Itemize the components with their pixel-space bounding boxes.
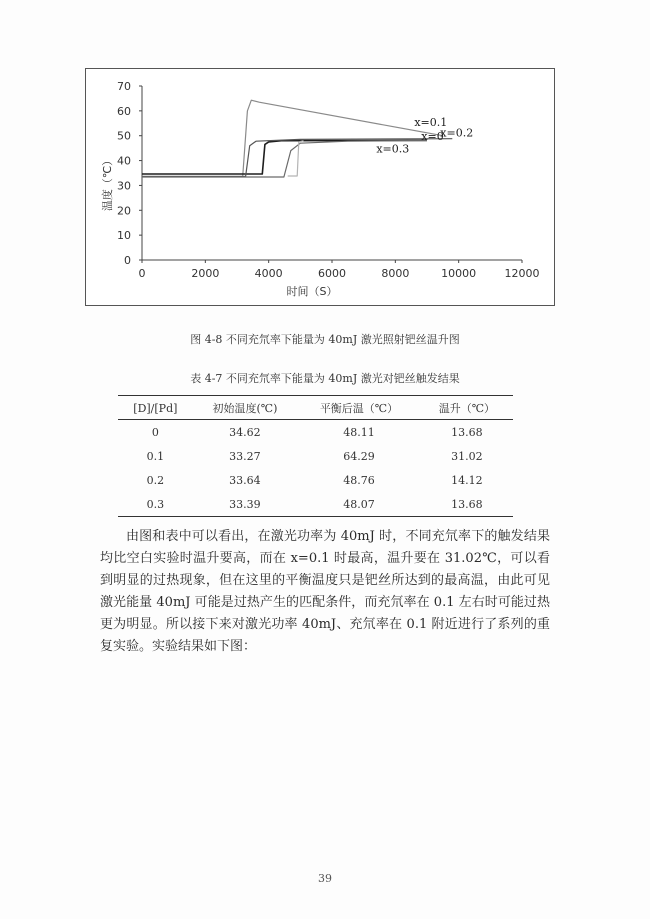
table-header-temp-rise: 温升（℃） bbox=[421, 396, 513, 420]
table-cell: 33.39 bbox=[193, 492, 297, 517]
y-tick-label: 30 bbox=[117, 179, 131, 193]
y-tick-label: 40 bbox=[117, 154, 131, 168]
y-tick-label: 10 bbox=[117, 229, 131, 243]
series-annotation: x=0.3 bbox=[376, 142, 410, 156]
table-cell: 34.62 bbox=[229, 426, 261, 439]
table-cell: 13.68 bbox=[451, 426, 483, 439]
series-annotation: x=0.2 bbox=[440, 126, 474, 140]
page-number: 39 bbox=[318, 872, 332, 885]
table-cell: 0.2 bbox=[146, 474, 165, 487]
x-tick-label: 4000 bbox=[254, 267, 283, 280]
paragraph-text: 由图和表中可以看出，在激光功率为 40mJ 时，不同充氘率下的触发结果均比空白实验时温升要高，而在 x=0.1 时最高，温升要在 31.02℃，可以看到明显的过热现象，但在这里的平衡温度只是钯丝所达到的最高温，由此可见激光能量 40mJ 可能是过热产生的匹配条件，而充氘率在 0.1 左右时可能过热更为明显。所以接下来对激光功率 40mJ、充氘率在 0.1 附近进行了系列的重复实验。实验结果如下图： bbox=[100, 529, 550, 654]
x-axis-label: 时间（S） bbox=[286, 285, 338, 298]
table-row bbox=[118, 468, 513, 492]
table-cell: 48.07 bbox=[297, 492, 421, 517]
y-tick-label: 0 bbox=[124, 254, 131, 267]
table-row bbox=[118, 420, 513, 445]
table-header-initial-temp: 初始温度(℃) bbox=[193, 396, 297, 420]
y-tick-label: 70 bbox=[117, 80, 131, 93]
body-paragraph bbox=[100, 526, 550, 658]
table-row bbox=[118, 492, 513, 517]
x-tick-label: 12000 bbox=[504, 267, 540, 280]
y-axis-label: 温度（℃） bbox=[101, 154, 114, 212]
y-tick-label: 20 bbox=[117, 204, 131, 218]
table-cell: 48.76 bbox=[343, 474, 375, 487]
table-cell: 0.1 bbox=[146, 450, 165, 463]
x-tick-label: 10000 bbox=[441, 267, 477, 280]
y-tick-label: 60 bbox=[117, 104, 131, 118]
figure-caption: 图 4-8 不同充氘率下能量为 40mJ 激光照射钯丝温升图 bbox=[190, 333, 460, 346]
x-tick-label: 2000 bbox=[191, 267, 220, 280]
x-tick-label: 8000 bbox=[381, 267, 410, 280]
series-line-x01 bbox=[142, 100, 443, 176]
table-cell: 31.02 bbox=[451, 450, 483, 463]
table-cell: 33.27 bbox=[229, 450, 261, 463]
table-caption: 表 4-7 不同充氘率下能量为 40mJ 激光对钯丝触发结果 bbox=[190, 372, 460, 385]
y-tick-label: 50 bbox=[117, 129, 131, 143]
result-table bbox=[118, 395, 513, 517]
series-annotation: x=0.1 bbox=[414, 115, 448, 129]
table-cell: 48.11 bbox=[343, 426, 375, 439]
x-tick-label: 0 bbox=[138, 267, 146, 280]
temperature-rise-chart bbox=[85, 68, 555, 306]
table-header-row bbox=[118, 396, 513, 420]
table-cell: 0.3 bbox=[118, 492, 193, 517]
table-header-equilibrium-temp: 平衡后温（℃） bbox=[297, 396, 421, 420]
table-cell: 13.68 bbox=[421, 492, 513, 517]
table-cell: 0 bbox=[151, 426, 159, 439]
table-cell: 64.29 bbox=[343, 450, 375, 463]
table-cell: 33.64 bbox=[229, 474, 261, 487]
series-line-baseline bbox=[288, 141, 304, 176]
x-tick-label: 6000 bbox=[318, 267, 346, 280]
table-row bbox=[118, 444, 513, 468]
table-cell: 14.12 bbox=[451, 474, 483, 487]
table-header-ratio: [D]/[Pd] bbox=[118, 396, 193, 420]
series-annotation: x=0 bbox=[421, 129, 444, 143]
